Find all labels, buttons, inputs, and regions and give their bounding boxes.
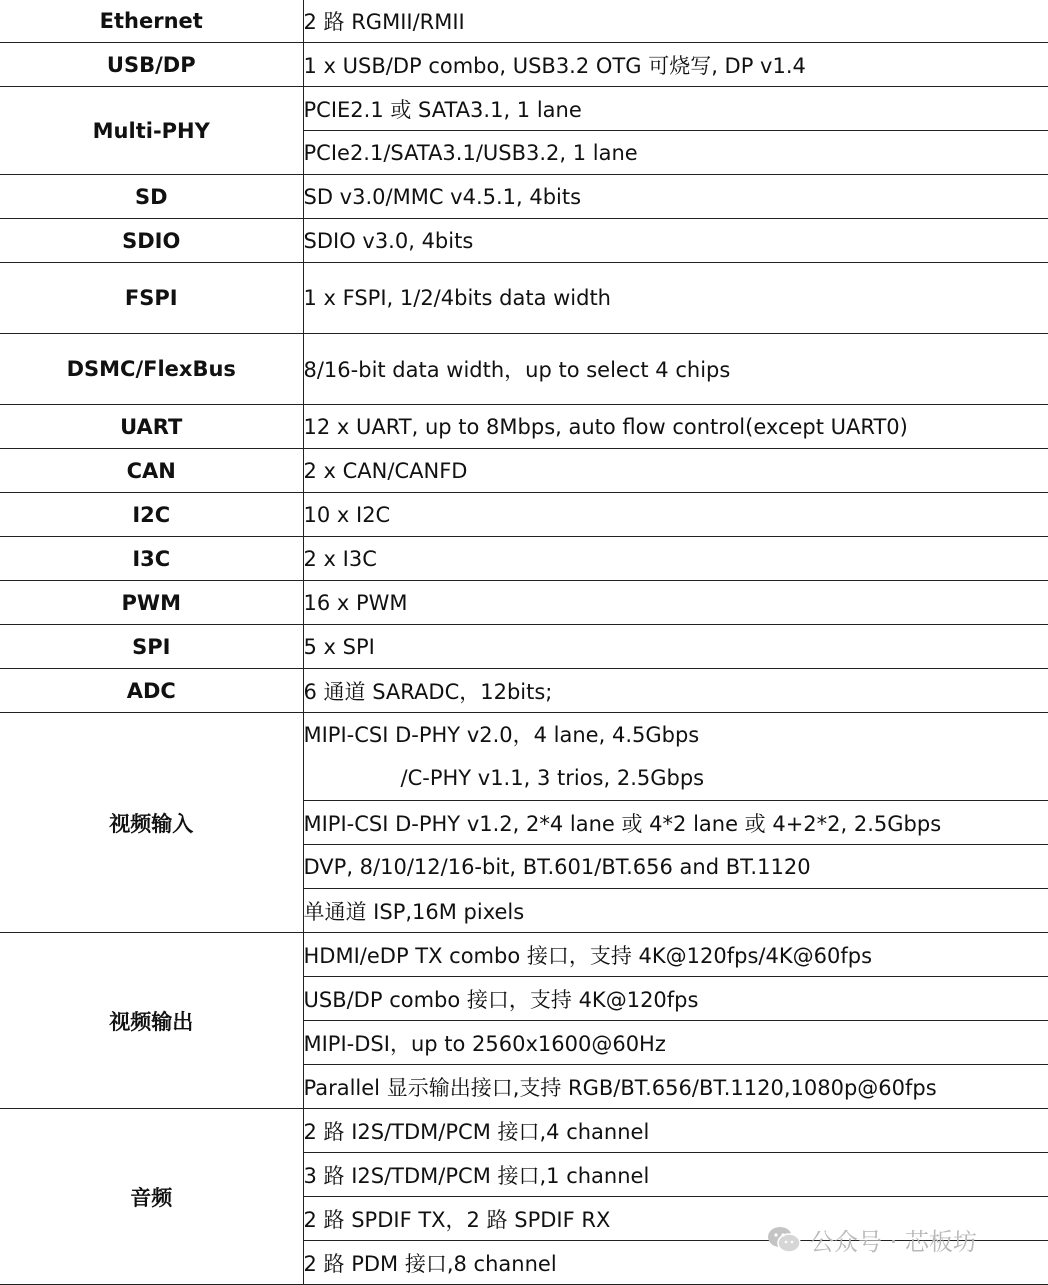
row-key: Ethernet [0,0,303,43]
row-value: 8/16-bit data width，up to select 4 chips [303,334,1048,405]
value-line: /C-PHY v1.1, 3 trios, 2.5Gbps [400,765,705,790]
row-value: 3 路 I2S/TDM/PCM 接口,1 channel [303,1153,1048,1197]
row-key: 视频输出 [0,933,303,1109]
row-value: USB/DP combo 接口，支持 4K@120fps [303,977,1048,1021]
table-row [0,625,1048,669]
table-row [0,493,1048,537]
table-row [0,581,1048,625]
row-value: HDMI/eDP TX combo 接口，支持 4K@120fps/4K@60fps [303,933,1048,977]
row-value: 16 x PWM [303,581,1048,625]
table-row [0,449,1048,493]
table-row [0,263,1048,334]
row-key: UART [0,405,303,449]
table-row [0,334,1048,405]
row-value: 10 x I2C [303,493,1048,537]
row-value: 6 通道 SARADC，12bits; [303,669,1048,713]
row-value: 2 x I3C [303,537,1048,581]
row-key: 视频输入 [0,713,303,933]
row-value: 2 路 RGMII/RMII [303,0,1048,43]
table-row [0,0,1048,43]
row-value: 单通道 ISP,16M pixels [303,889,1048,933]
row-key: PWM [0,581,303,625]
row-value: 1 x FSPI, 1/2/4bits data width [303,263,1048,334]
table-row [0,219,1048,263]
table-row [0,1109,1048,1153]
row-value: SD v3.0/MMC v4.5.1, 4bits [303,175,1048,219]
row-key: I2C [0,493,303,537]
row-key: DSMC/FlexBus [0,334,303,405]
row-value: PCIe2.1/SATA3.1/USB3.2, 1 lane [303,131,1048,175]
row-key: CAN [0,449,303,493]
row-value: 1 x USB/DP combo, USB3.2 OTG 可烧写, DP v1.4 [303,43,1048,87]
table-row [0,43,1048,87]
table-row [0,537,1048,581]
value-line: MIPI-CSI D-PHY v2.0，4 lane, 4.5Gbps [303,722,700,747]
row-value: 2 路 SPDIF TX，2 路 SPDIF RX [303,1197,1048,1241]
row-key: SDIO [0,219,303,263]
wechat-icon [766,1225,802,1255]
table-row [0,175,1048,219]
row-key: SPI [0,625,303,669]
row-value: DVP, 8/10/12/16-bit, BT.601/BT.656 and BT.1120 [303,845,1048,889]
table-row [0,87,1048,131]
watermark [766,1222,977,1257]
row-key: I3C [0,537,303,581]
row-key: SD [0,175,303,219]
table-row [0,713,1048,801]
row-key: ADC [0,669,303,713]
row-value: 2 路 PDM 接口,8 channel [303,1241,1048,1285]
watermark-text: 公众号 · 芯板坊 [810,1228,977,1256]
row-value: 5 x SPI [303,625,1048,669]
row-value: 2 路 I2S/TDM/PCM 接口,4 channel [303,1109,1048,1153]
row-value: MIPI-CSI D-PHY v1.2, 2*4 lane 或 4*2 lane 或 4+2*2, 2.5Gbps [303,801,1048,845]
row-value: MIPI-DSI，up to 2560x1600@60Hz [303,1021,1048,1065]
row-value: PCIE2.1 或 SATA3.1, 1 lane [303,87,1048,131]
row-value: 12 x UART, up to 8Mbps, auto flow control(except UART0) [303,405,1048,449]
table-row [0,933,1048,977]
row-value [303,713,1048,801]
table-row [0,405,1048,449]
row-value: Parallel 显示输出接口,支持 RGB/BT.656/BT.1120,1080p@60fps [303,1065,1048,1109]
row-key: Multi-PHY [0,87,303,175]
row-key: FSPI [0,263,303,334]
row-key: 音频 [0,1109,303,1285]
table-row [0,669,1048,713]
row-value: SDIO v3.0, 4bits [303,219,1048,263]
row-value: 2 x CAN/CANFD [303,449,1048,493]
row-key: USB/DP [0,43,303,87]
